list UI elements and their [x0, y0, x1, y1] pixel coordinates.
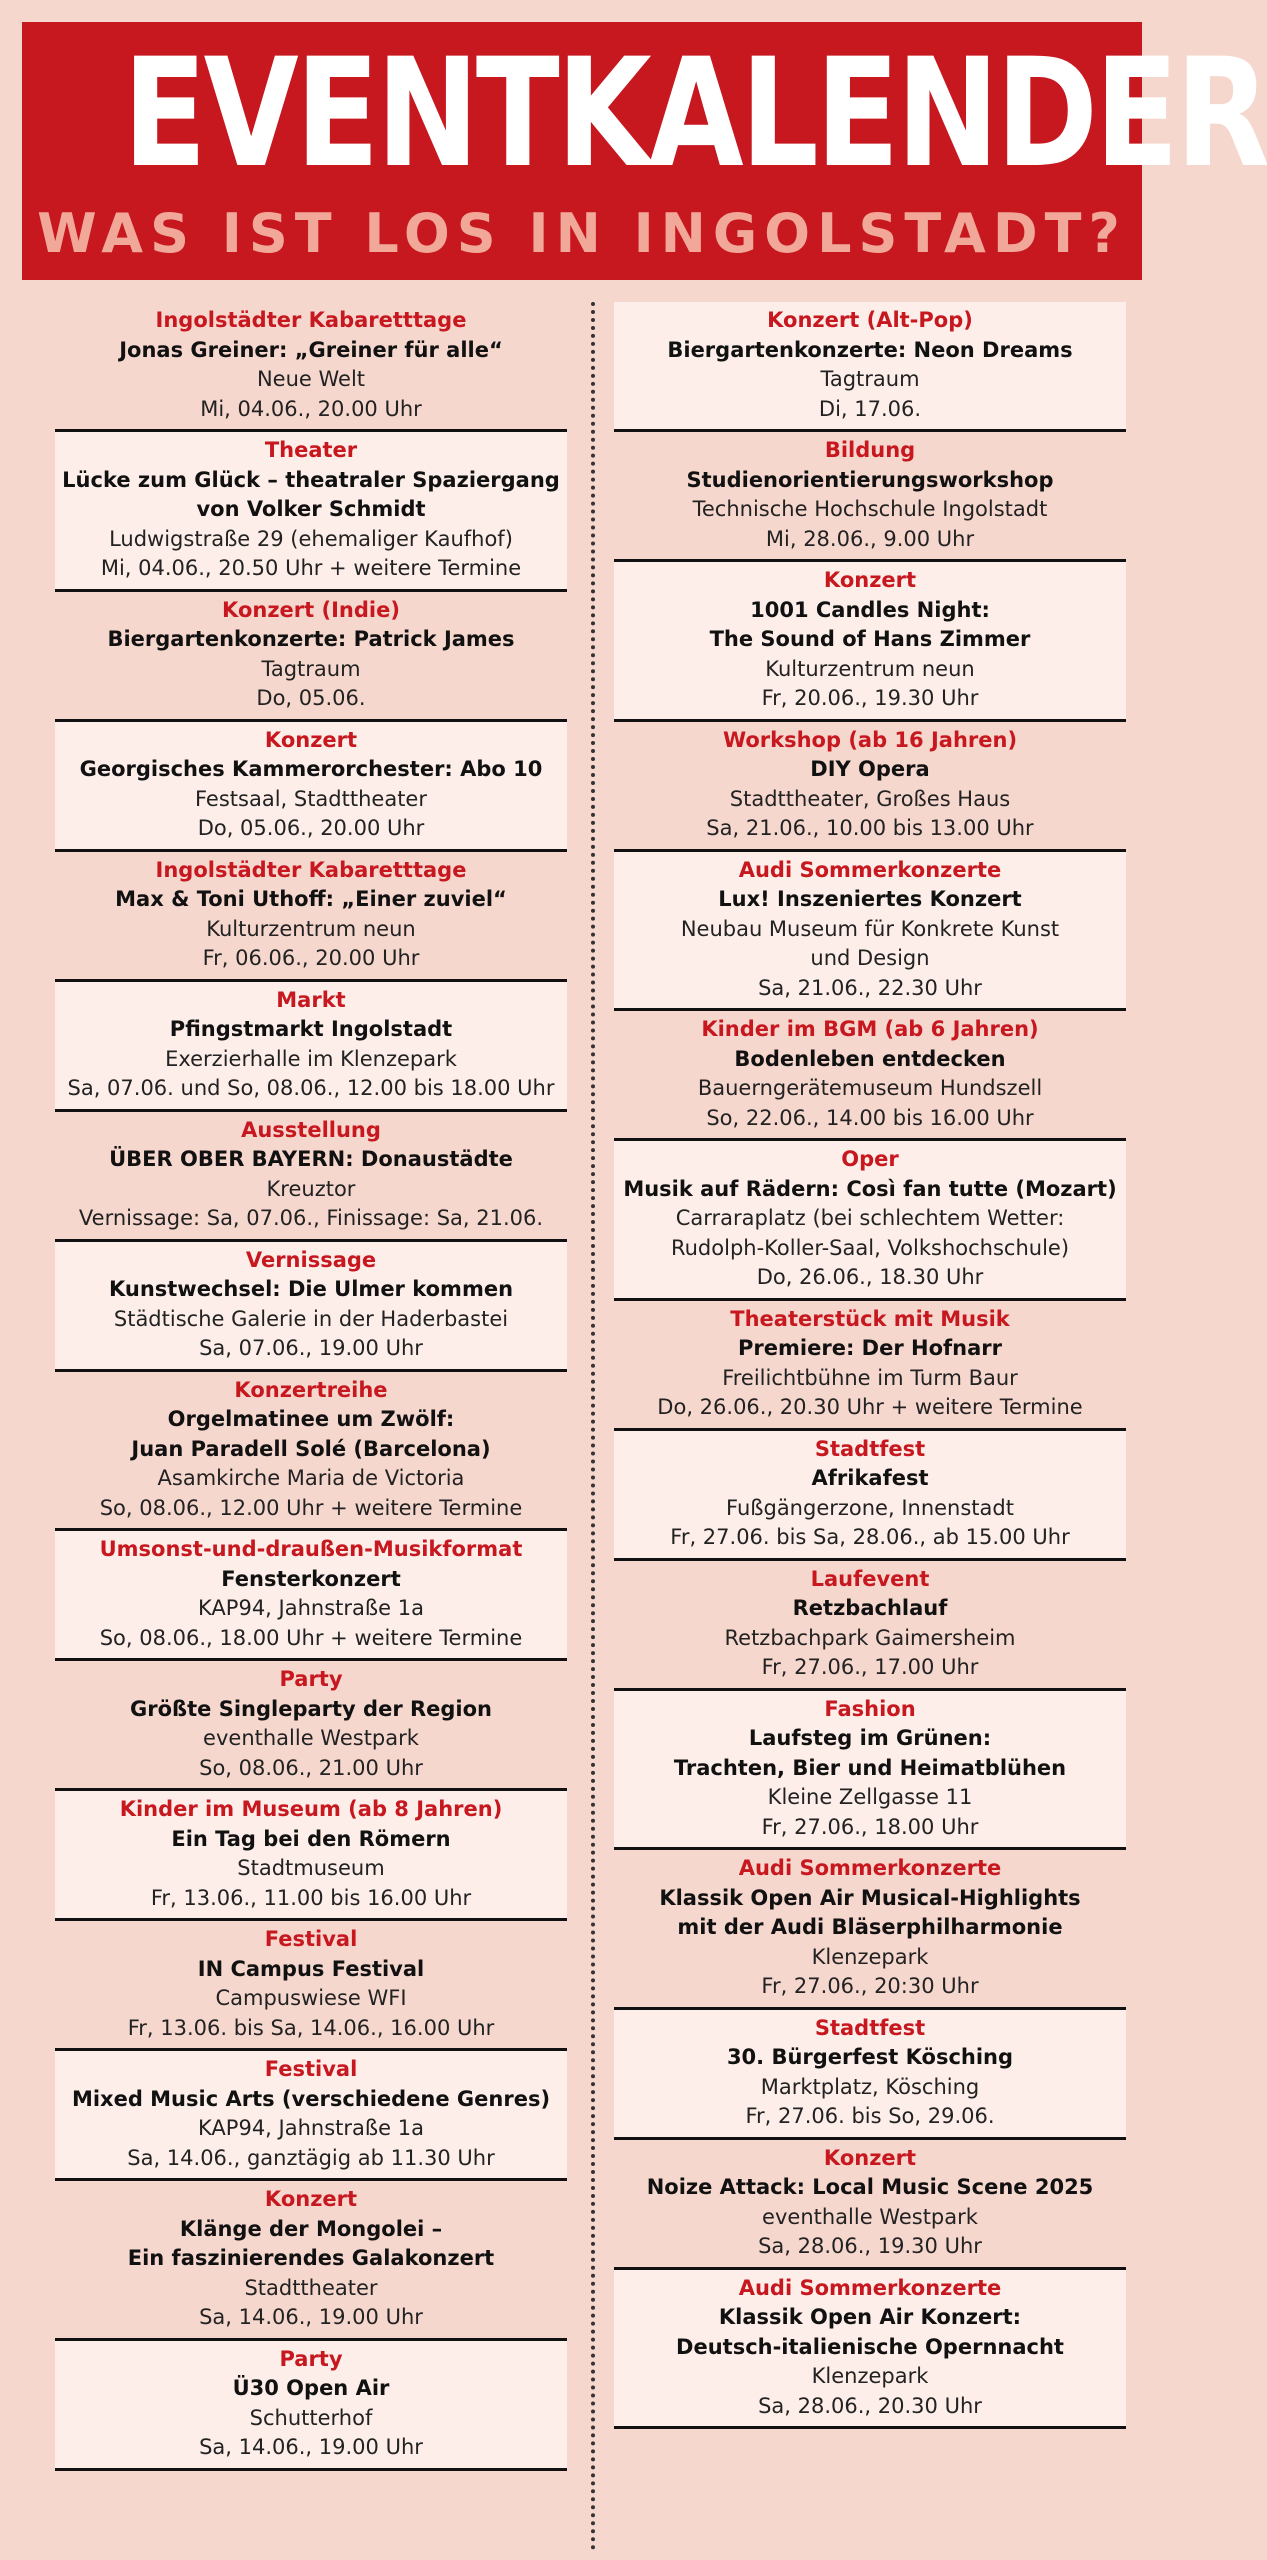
event-title: The Sound of Hans Zimmer: [709, 627, 1031, 651]
event-location: Bauerngerätemuseum Hundszell: [697, 1076, 1043, 1100]
event-entry: [55, 432, 567, 592]
event-date: Fr, 27.06. bis So, 29.06.: [745, 2104, 995, 2128]
event-entry: [614, 722, 1126, 852]
event-entry: [55, 1791, 567, 1921]
event-title: Klassik Open Air Musical-Highlights: [659, 1885, 1081, 1910]
event-title: Orgelmatinee um Zwölf:: [167, 1407, 455, 1431]
event-location: Klenzepark: [811, 2364, 929, 2388]
event-title: Laufsteg im Grünen:: [748, 1726, 992, 1750]
event-entry: [614, 2010, 1126, 2140]
event-title: Afrikafest: [811, 1466, 929, 1490]
event-location: Festsaal, Stadttheater: [194, 786, 427, 811]
event-entry: [614, 1011, 1126, 1141]
event-date: Sa, 21.06., 22.30 Uhr: [758, 975, 982, 1000]
event-category: Kinder im BGM (ab 6 Jahren): [701, 1017, 1039, 1041]
event-date: Sa, 14.06., ganztägig ab 11.30 Uhr: [127, 2145, 495, 2170]
event-location: eventhalle Westpark: [762, 2204, 978, 2229]
event-entry: [55, 302, 567, 432]
event-location: Kulturzentrum neun: [206, 916, 416, 941]
event-location: Schutterhof: [249, 2405, 373, 2430]
event-category: Konzert (Alt-Pop): [767, 308, 973, 332]
event-category: Ingolstädter Kabaretttage: [155, 857, 467, 882]
event-location: Fußgängerzone, Innenstadt: [726, 1495, 1014, 1520]
event-date: Do, 26.06., 20.30 Uhr + weitere Termine: [657, 1395, 1083, 1419]
event-entry: [55, 982, 567, 1112]
event-entry: [55, 2341, 567, 2471]
event-location: Kleine Zellgasse 11: [767, 1785, 973, 1809]
page-subtitle: WAS IST LOS IN INGOLSTADT?: [37, 202, 1127, 265]
event-category: Konzert (Indie): [222, 597, 400, 622]
event-date: Sa, 21.06., 10.00 bis 13.00 Uhr: [706, 816, 1034, 840]
event-category: Audi Sommerkonzerte: [738, 2275, 1002, 2300]
event-title: Fensterkonzert: [221, 1566, 401, 1591]
event-category: Oper: [841, 1147, 899, 1171]
event-entry: [614, 2270, 1126, 2430]
event-title: Retzbachlauf: [792, 1596, 948, 1620]
event-category: Party: [279, 1667, 343, 1691]
event-category: Party: [279, 2346, 343, 2371]
left-event-column: [55, 302, 567, 2471]
event-title: Jonas Greiner: „Greiner für alle“: [119, 337, 503, 362]
event-title: Musik auf Rädern: Così fan tutte (Mozart): [623, 1176, 1117, 1201]
event-category: Laufevent: [810, 1566, 930, 1591]
event-entry: [55, 2181, 567, 2341]
event-location: Asamkirche Maria de Victoria: [157, 1466, 465, 1490]
event-location: Stadttheater: [244, 2275, 378, 2300]
event-date: So, 08.06., 12.00 Uhr + weitere Termine: [99, 1495, 523, 1520]
event-category: Kinder im Museum (ab 8 Jahren): [119, 1797, 503, 1821]
column-divider: [591, 302, 595, 2552]
event-category: Vernissage: [245, 1247, 377, 1272]
event-category: Konzert: [823, 2145, 917, 2170]
event-location: Neue Welt: [256, 367, 366, 391]
event-category: Audi Sommerkonzerte: [738, 1856, 1002, 1880]
event-title: Trachten, Bier und Heimatblühen: [673, 1755, 1067, 1780]
event-category: Stadtfest: [814, 1436, 926, 1461]
event-title: Kunstwechsel: Die Ulmer kommen: [108, 1277, 514, 1301]
event-title: Ein faszinierendes Galakonzert: [127, 2246, 495, 2270]
event-title: von Volker Schmidt: [196, 497, 426, 521]
right-event-column: [614, 302, 1126, 2429]
event-entry: [614, 1431, 1126, 1561]
event-location: Stadttheater, Großes Haus: [729, 786, 1011, 811]
event-title: 30. Bürgerfest Kösching: [726, 2045, 1014, 2069]
event-category: Umsonst-und-draußen-Musikformat: [99, 1537, 523, 1561]
event-date: Sa, 14.06., 19.00 Uhr: [199, 2305, 423, 2329]
event-location: Tagtraum: [820, 367, 920, 391]
event-date: Fr, 27.06. bis Sa, 28.06., ab 15.00 Uhr: [670, 1525, 1070, 1549]
event-title: Ein Tag bei den Römern: [171, 1826, 451, 1851]
event-entry: [614, 852, 1126, 1012]
event-title: Biergartenkonzerte: Neon Dreams: [667, 337, 1073, 362]
event-title: Lücke zum Glück – theatraler Spaziergang: [62, 467, 560, 492]
event-date: Sa, 07.06. und So, 08.06., 12.00 bis 18.00 Uhr: [67, 1076, 555, 1100]
event-title: Studienorientierungsworkshop: [686, 467, 1054, 492]
event-date: Di, 17.06.: [818, 396, 922, 421]
event-title: ÜBER OBER BAYERN: Donaustädte: [109, 1147, 513, 1171]
event-entry: [614, 432, 1126, 562]
event-title: Ü30 Open Air: [232, 2376, 390, 2400]
event-category: Festival: [264, 2057, 358, 2081]
event-date: Sa, 07.06., 19.00 Uhr: [199, 1336, 423, 1360]
event-category: Theaterstück mit Musik: [730, 1306, 1010, 1331]
event-entry: [55, 1372, 567, 1532]
event-category: Audi Sommerkonzerte: [738, 857, 1002, 882]
event-date: Mi, 28.06., 9.00 Uhr: [765, 526, 975, 551]
event-category: Festival: [264, 1927, 358, 1951]
event-date: Fr, 27.06., 18.00 Uhr: [761, 1814, 979, 1839]
event-date: Sa, 28.06., 20.30 Uhr: [758, 2393, 982, 2418]
event-location: Campuswiese WFI: [215, 1986, 407, 2010]
event-title: Klassik Open Air Konzert:: [718, 2305, 1022, 2329]
event-location: Exerzierhalle im Klenzepark: [165, 1046, 457, 1071]
event-entry: [55, 1242, 567, 1372]
event-location: KAP94, Jahnstraße 1a: [198, 1596, 424, 1620]
event-entry: [55, 592, 567, 722]
event-date: Do, 05.06.: [256, 686, 366, 710]
event-date: Sa, 28.06., 19.30 Uhr: [758, 2234, 982, 2258]
event-date: Do, 05.06., 20.00 Uhr: [197, 816, 425, 840]
event-title: Klänge der Mongolei –: [179, 2216, 443, 2241]
event-date: Fr, 13.06. bis Sa, 14.06., 16.00 Uhr: [127, 2015, 495, 2040]
event-location: Carraraplatz (bei schlechtem Wetter:: [675, 1206, 1065, 1230]
event-category: Workshop (ab 16 Jahren): [722, 727, 1018, 752]
event-title: Mixed Music Arts (verschiedene Genres): [71, 2086, 551, 2111]
header-banner: [22, 22, 1267, 280]
event-date: Fr, 20.06., 19.30 Uhr: [761, 686, 979, 710]
event-entry: [614, 2140, 1126, 2270]
event-date: So, 08.06., 21.00 Uhr: [199, 1755, 423, 1780]
event-title: Bodenleben entdecken: [734, 1046, 1006, 1071]
event-title: Lux! Inszeniertes Konzert: [718, 887, 1022, 911]
event-entry: [614, 302, 1126, 432]
event-title: Premiere: Der Hofnarr: [738, 1336, 1002, 1360]
event-date: Mi, 04.06., 20.50 Uhr + weitere Termine: [100, 556, 522, 580]
event-date: Fr, 13.06., 11.00 bis 16.00 Uhr: [150, 1885, 472, 1910]
event-date: Sa, 14.06., 19.00 Uhr: [199, 2435, 423, 2459]
event-category: Theater: [264, 438, 358, 462]
event-location: Kreuztor: [266, 1176, 356, 1201]
event-date: Vernissage: Sa, 07.06., Finissage: Sa, 21.06.: [78, 1206, 544, 1230]
event-category: Konzertreihe: [234, 1377, 388, 1402]
event-title: Deutsch-italienische Opernnacht: [676, 2334, 1064, 2359]
event-title: 1001 Candles Night:: [750, 597, 990, 622]
event-location: Freilichtbühne im Turm Baur: [722, 1365, 1018, 1390]
event-entry: [614, 1850, 1126, 2010]
event-title: Größte Singleparty der Region: [129, 1696, 493, 1721]
event-location: Stadtmuseum: [237, 1856, 385, 1880]
event-location: Kulturzentrum neun: [765, 656, 975, 681]
event-title: Georgisches Kammerorchester: Abo 10: [79, 757, 543, 781]
event-location: Retzbachpark Gaimersheim: [724, 1625, 1016, 1650]
event-location: Neubau Museum für Konkrete Kunst: [680, 916, 1060, 941]
event-location: Technische Hochschule Ingolstadt: [692, 497, 1048, 521]
event-title: Noize Attack: Local Music Scene 2025: [646, 2175, 1094, 2199]
event-location: Städtische Galerie in der Haderbastei: [113, 1306, 509, 1331]
event-title: DIY Opera: [810, 757, 930, 781]
event-entry: [614, 1301, 1126, 1431]
event-date: Do, 26.06., 18.30 Uhr: [756, 1265, 984, 1289]
event-entry: [55, 852, 567, 982]
event-entry: [55, 1661, 567, 1791]
event-entry: [614, 1141, 1126, 1301]
event-location: KAP94, Jahnstraße 1a: [198, 2116, 424, 2140]
event-location: und Design: [810, 946, 930, 970]
event-title: Pfingstmarkt Ingolstadt: [169, 1017, 453, 1041]
event-entry: [55, 1112, 567, 1242]
event-date: Fr, 27.06., 17.00 Uhr: [761, 1655, 979, 1679]
event-title: IN Campus Festival: [197, 1956, 425, 1981]
event-title: Juan Paradell Solé (Barcelona): [131, 1436, 491, 1461]
event-entry: [614, 562, 1126, 722]
event-entry: [614, 1561, 1126, 1691]
event-location: Tagtraum: [261, 656, 361, 681]
page-title: EVENTKALENDER: [122, 27, 1267, 201]
event-category: Stadtfest: [814, 2015, 926, 2040]
event-entry: [614, 1691, 1126, 1851]
event-location: eventhalle Westpark: [203, 1726, 419, 1750]
event-entry: [55, 2051, 567, 2181]
event-date: Mi, 04.06., 20.00 Uhr: [200, 396, 422, 421]
event-location: Marktplatz, Kösching: [760, 2074, 980, 2099]
event-category: Konzert: [823, 568, 917, 592]
event-category: Konzert: [264, 727, 358, 752]
event-entry: [55, 1531, 567, 1661]
event-entry: [55, 1921, 567, 2051]
event-location: Rudolph-Koller-Saal, Volkshochschule): [670, 1235, 1070, 1260]
event-category: Markt: [276, 987, 346, 1012]
event-category: Ausstellung: [241, 1117, 381, 1142]
event-category: Ingolstädter Kabaretttage: [155, 308, 467, 332]
event-date: So, 22.06., 14.00 bis 16.00 Uhr: [706, 1105, 1034, 1130]
event-category: Bildung: [824, 438, 916, 462]
event-category: Fashion: [824, 1696, 916, 1721]
event-location: Ludwigstraße 29 (ehemaliger Kaufhof): [109, 526, 513, 551]
event-date: Fr, 06.06., 20.00 Uhr: [202, 946, 420, 970]
event-title: mit der Audi Bläserphilharmonie: [677, 1915, 1063, 1939]
event-category: Konzert: [264, 2187, 358, 2211]
event-date: So, 08.06., 18.00 Uhr + weitere Termine: [99, 1625, 523, 1650]
event-date: Fr, 27.06., 20:30 Uhr: [761, 1974, 979, 1998]
event-location: Klenzepark: [811, 1944, 929, 1969]
event-title: Biergartenkonzerte: Patrick James: [107, 627, 515, 651]
event-entry: [55, 722, 567, 852]
event-title: Max & Toni Uthoff: „Einer zuviel“: [115, 887, 507, 911]
